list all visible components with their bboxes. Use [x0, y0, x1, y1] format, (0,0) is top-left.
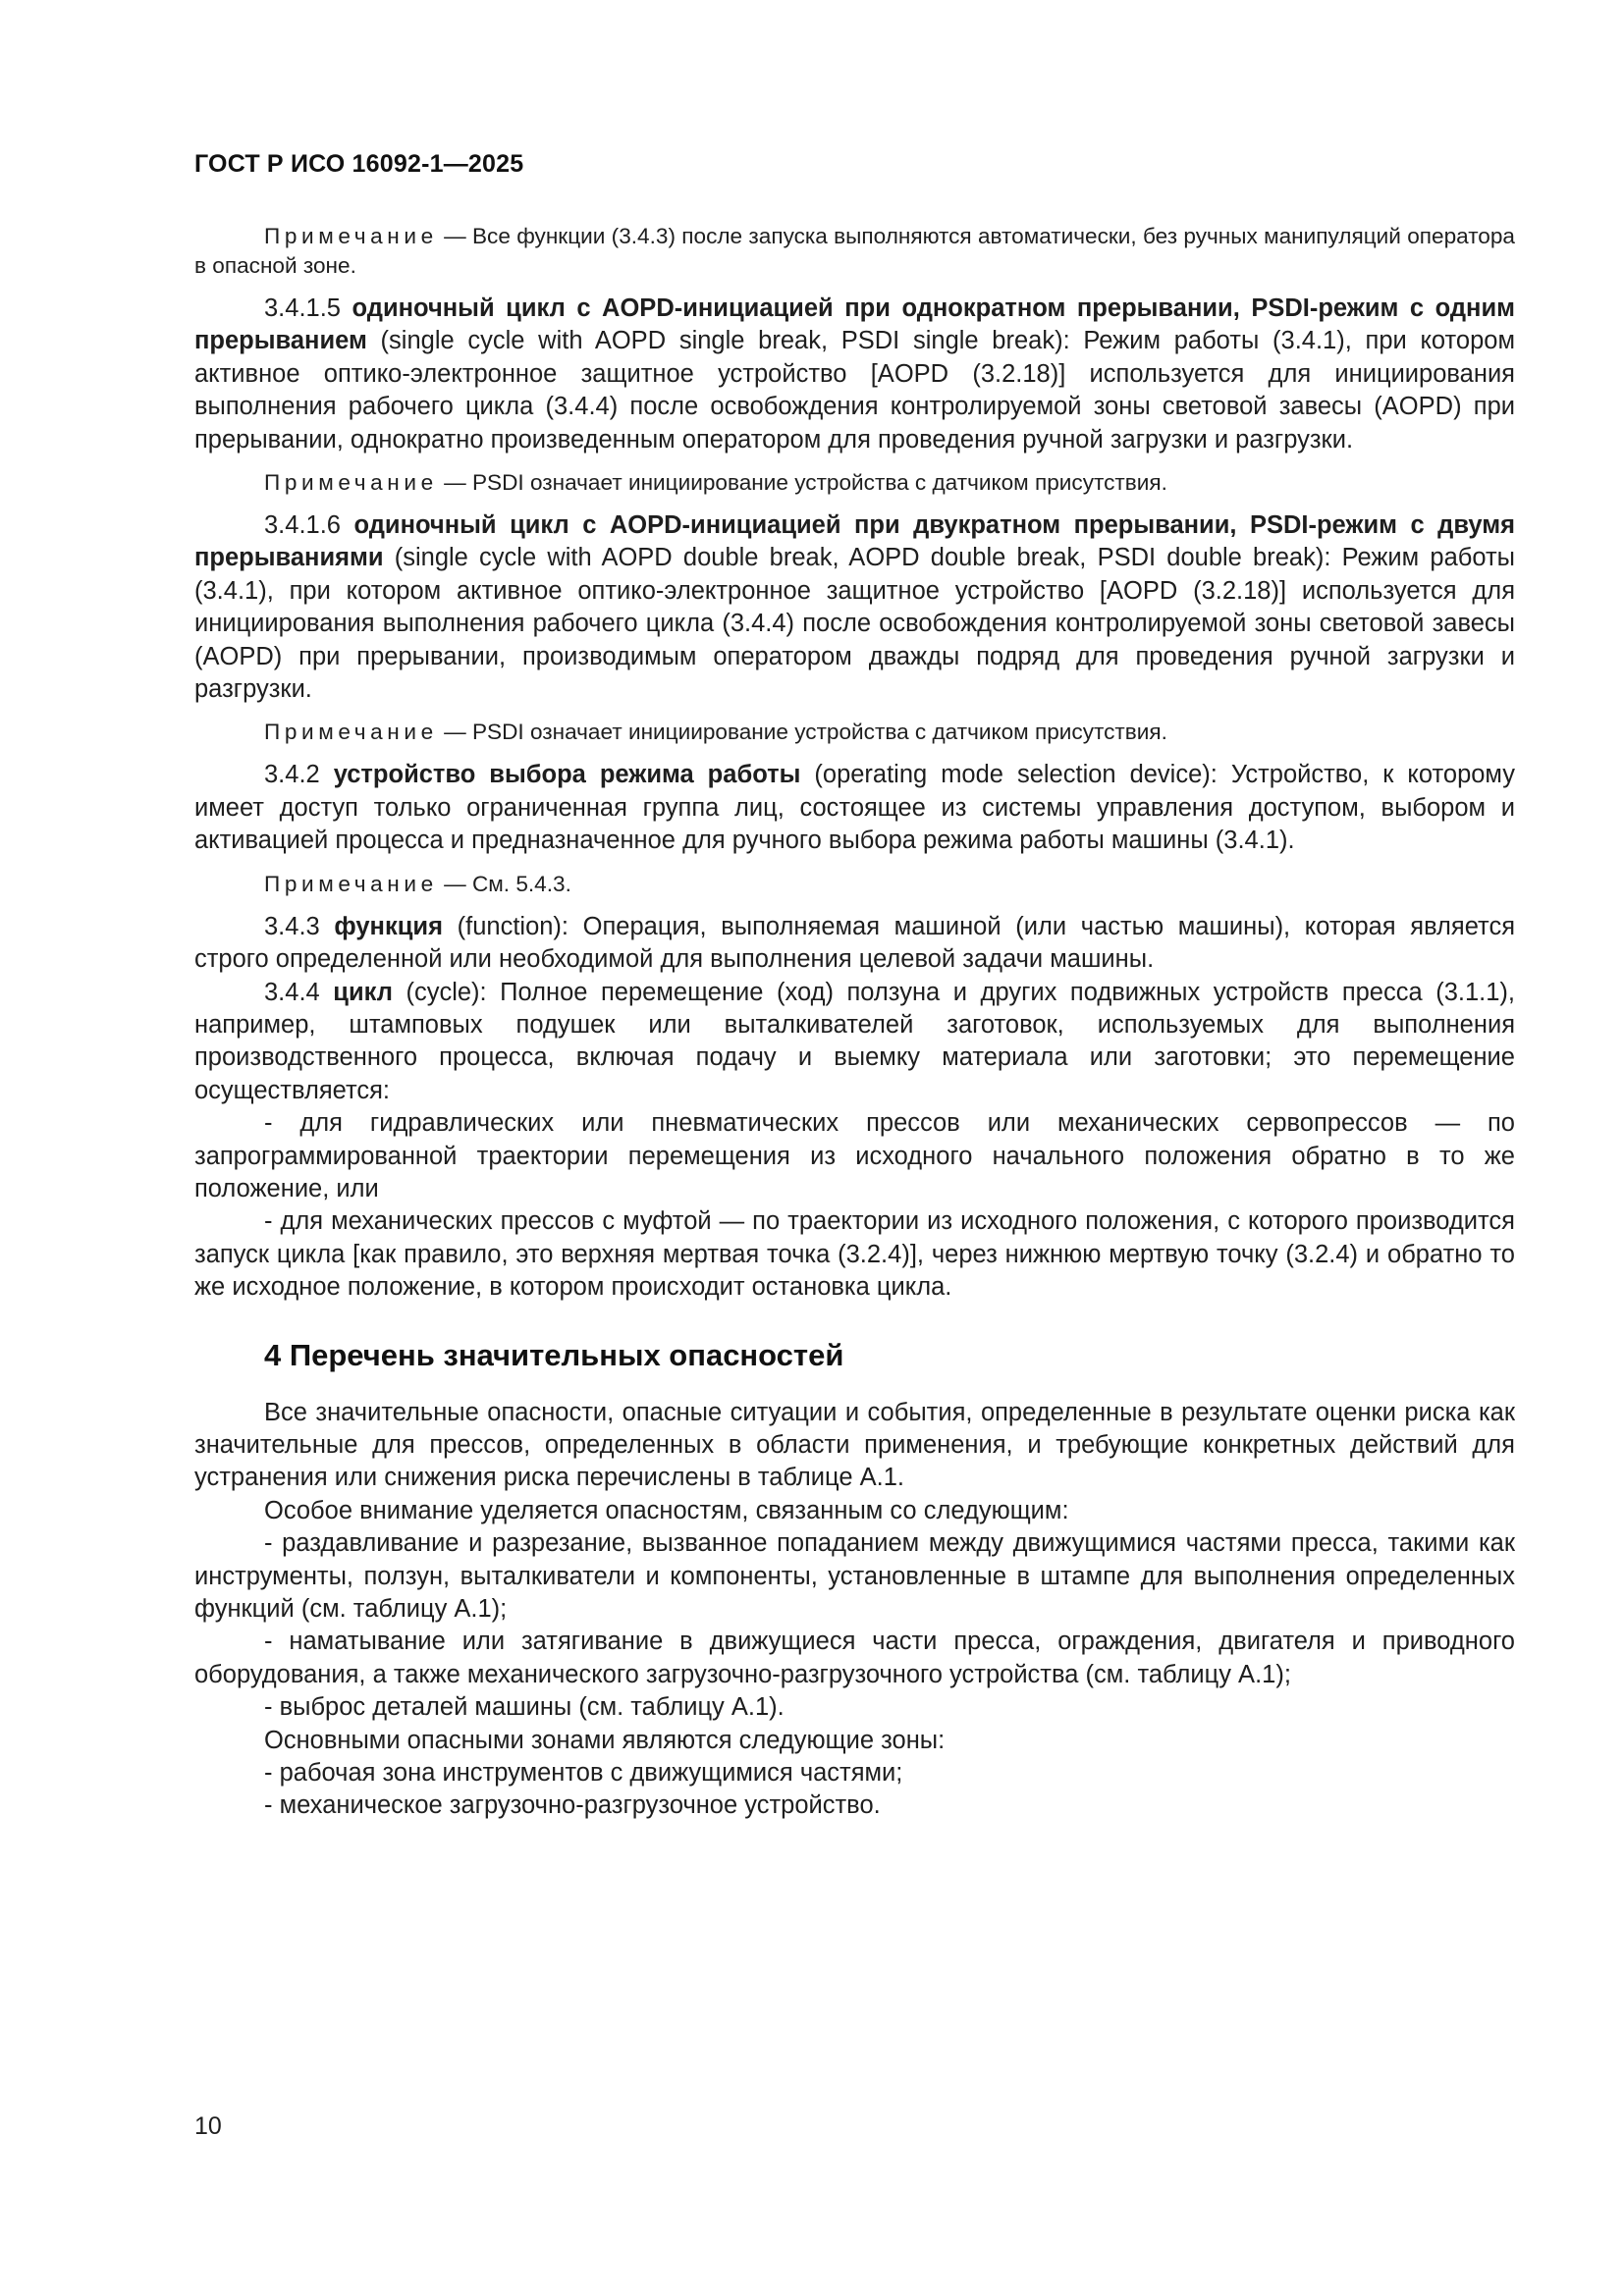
note-text: PSDI означает инициирование устройства с датчиком присутствия.	[471, 470, 1167, 496]
clause-number: 3.4.4	[264, 978, 320, 1006]
section-heading: 4 Перечень значительных опасностей	[264, 1337, 844, 1372]
section-paragraph: Особое внимание уделяется опасностям, связанным со следующим:	[264, 1496, 1069, 1524]
clause-text: (function): Операция, выполняемая машиной (или частью машины), которая является строго определенной или необходимой для выполнения целевой задачи машины.	[194, 912, 1516, 974]
note-text: См. 5.4.3.	[471, 871, 571, 896]
page-body	[194, 222, 1515, 1823]
note-label: Примечание	[264, 224, 438, 248]
clause-text: (cycle): Полное перемещение (ход) ползуна и других подвижных устройств пресса (3.1.1), например, штамповых подушек или выталкивателей заготовок, используемых для выполнения производственного процесса, включая подачу и выемку материала или заготовки; это перемещение осуществляется:	[194, 978, 1516, 1104]
note-3	[194, 718, 1515, 747]
note-dash: —	[444, 871, 466, 896]
list-item: - для механических прессов с муфтой — по траектории из исходного положения, с которого производится запуск цикла [как правило, это верхняя мертвая точка (3.2.4)], через нижнюю мертвую точку (3.2.4) и обратно то же исходное положение, в котором происходит остановка цикла.	[194, 1207, 1515, 1302]
list-item: - выброс деталей машины (см. таблицу А.1).	[264, 1693, 785, 1722]
clause-text: (single cycle with AOPD single break, PSDI single break): Режим работы (3.4.1), при котором активное оптико-электронное защитное устройство [AOPD (3.2.18)] используется для инициирования выполнения рабочего цикла (3.4.4) после освобождения контролируемой зоны световой завесы (AOPD) при прерывании, однократно произведенным оператором для проведения ручной загрузки и разгрузки.	[194, 327, 1515, 454]
clause-term: функция	[334, 912, 443, 940]
clause-term: устройство выбора режима работы	[333, 761, 801, 789]
page-number: 10	[194, 2112, 222, 2140]
note-text: PSDI означает инициирование устройства с датчиком присутствия.	[471, 720, 1167, 745]
clause-text: (single cycle with AOPD double break, AOPD double break, PSDI double break): Режим работы (3.4.1), при котором активное оптико-электронное защитное устройство [AOPD (3.2.18)] используется для инициирования выполнения рабочего цикла (3.4.4) после освобождения контролируемой зоны световой завесы (AOPD) при прерывании, производимым оператором дважды подряд для проведения ручной загрузки и разгрузки.	[194, 544, 1515, 704]
note-1	[194, 222, 1515, 281]
note-dash: —	[444, 470, 466, 496]
clause-number: 3.4.1.6	[264, 511, 341, 540]
clause-3-4-4	[194, 977, 1515, 1108]
list-item: - рабочая зона инструментов с движущимися частями;	[264, 1759, 903, 1788]
clause-number: 3.4.2	[264, 761, 320, 789]
clause-term: одиночный цикл с AOPD-инициацией при двукратном прерывании, PSDI-режим с двумя прерываниями	[194, 511, 1515, 572]
note-2	[194, 468, 1515, 498]
list-item: - раздавливание и разрезание, вызванное попаданием между движущимися частями пресса, такими как инструменты, ползун, выталкиватели и компоненты, установленные в штампе для выполнения определенных функций (см. таблицу А.1);	[194, 1529, 1515, 1623]
list-item: - механическое загрузочно-разгрузочное устройство.	[264, 1791, 881, 1820]
note-text: Все функции (3.4.3) после запуска выполняются автоматически, без ручных манипуляций оператора в опасной зоне.	[194, 224, 1515, 278]
standard-header: ГОСТ Р ИСО 16092-1—2025	[194, 150, 524, 178]
section-paragraph: Все значительные опасности, опасные ситуации и события, определенные в результате оценки риска как значительные для прессов, определенных в области применения, и требующие конкретных действий для устранения или снижения риска перечислены в таблице А.1.	[194, 1398, 1515, 1492]
clause-3-4-1-6	[194, 509, 1515, 706]
clause-3-4-2	[194, 759, 1515, 857]
section-paragraph: Основными опасными зонами являются следующие зоны:	[264, 1726, 946, 1754]
note-label: Примечание	[264, 470, 438, 496]
note-label: Примечание	[264, 871, 438, 896]
clause-text: (operating mode selection device): Устройство, к которому имеет доступ только ограниченная группа лиц, состоящее из системы управления доступом, выбором и активацией процесса и предназначенное для ручного выбора режима работы машины (3.4.1).	[194, 761, 1515, 855]
note-4	[194, 870, 1515, 899]
clause-term: цикл	[333, 978, 393, 1006]
clause-3-4-3	[194, 911, 1515, 977]
clause-number: 3.4.3	[264, 912, 320, 940]
note-label: Примечание	[264, 720, 438, 745]
clause-term: одиночный цикл с AOPD-инициацией при однократном прерывании, PSDI-режим с одним прерыванием	[194, 294, 1515, 355]
note-dash: —	[444, 720, 466, 745]
clause-number: 3.4.1.5	[264, 294, 341, 322]
clause-3-4-1-5	[194, 293, 1515, 456]
list-item: - наматывание или затягивание в движущиеся части пресса, ограждения, двигателя и приводного оборудования, а также механического загрузочно-разгрузочного устройства (см. таблицу А.1);	[194, 1628, 1515, 1688]
note-dash: —	[444, 224, 466, 248]
list-item: - для гидравлических или пневматических прессов или механических сервопрессов — по запрограммированной траектории перемещения из исходного начального положения обратно в то же положение, или	[194, 1109, 1515, 1202]
